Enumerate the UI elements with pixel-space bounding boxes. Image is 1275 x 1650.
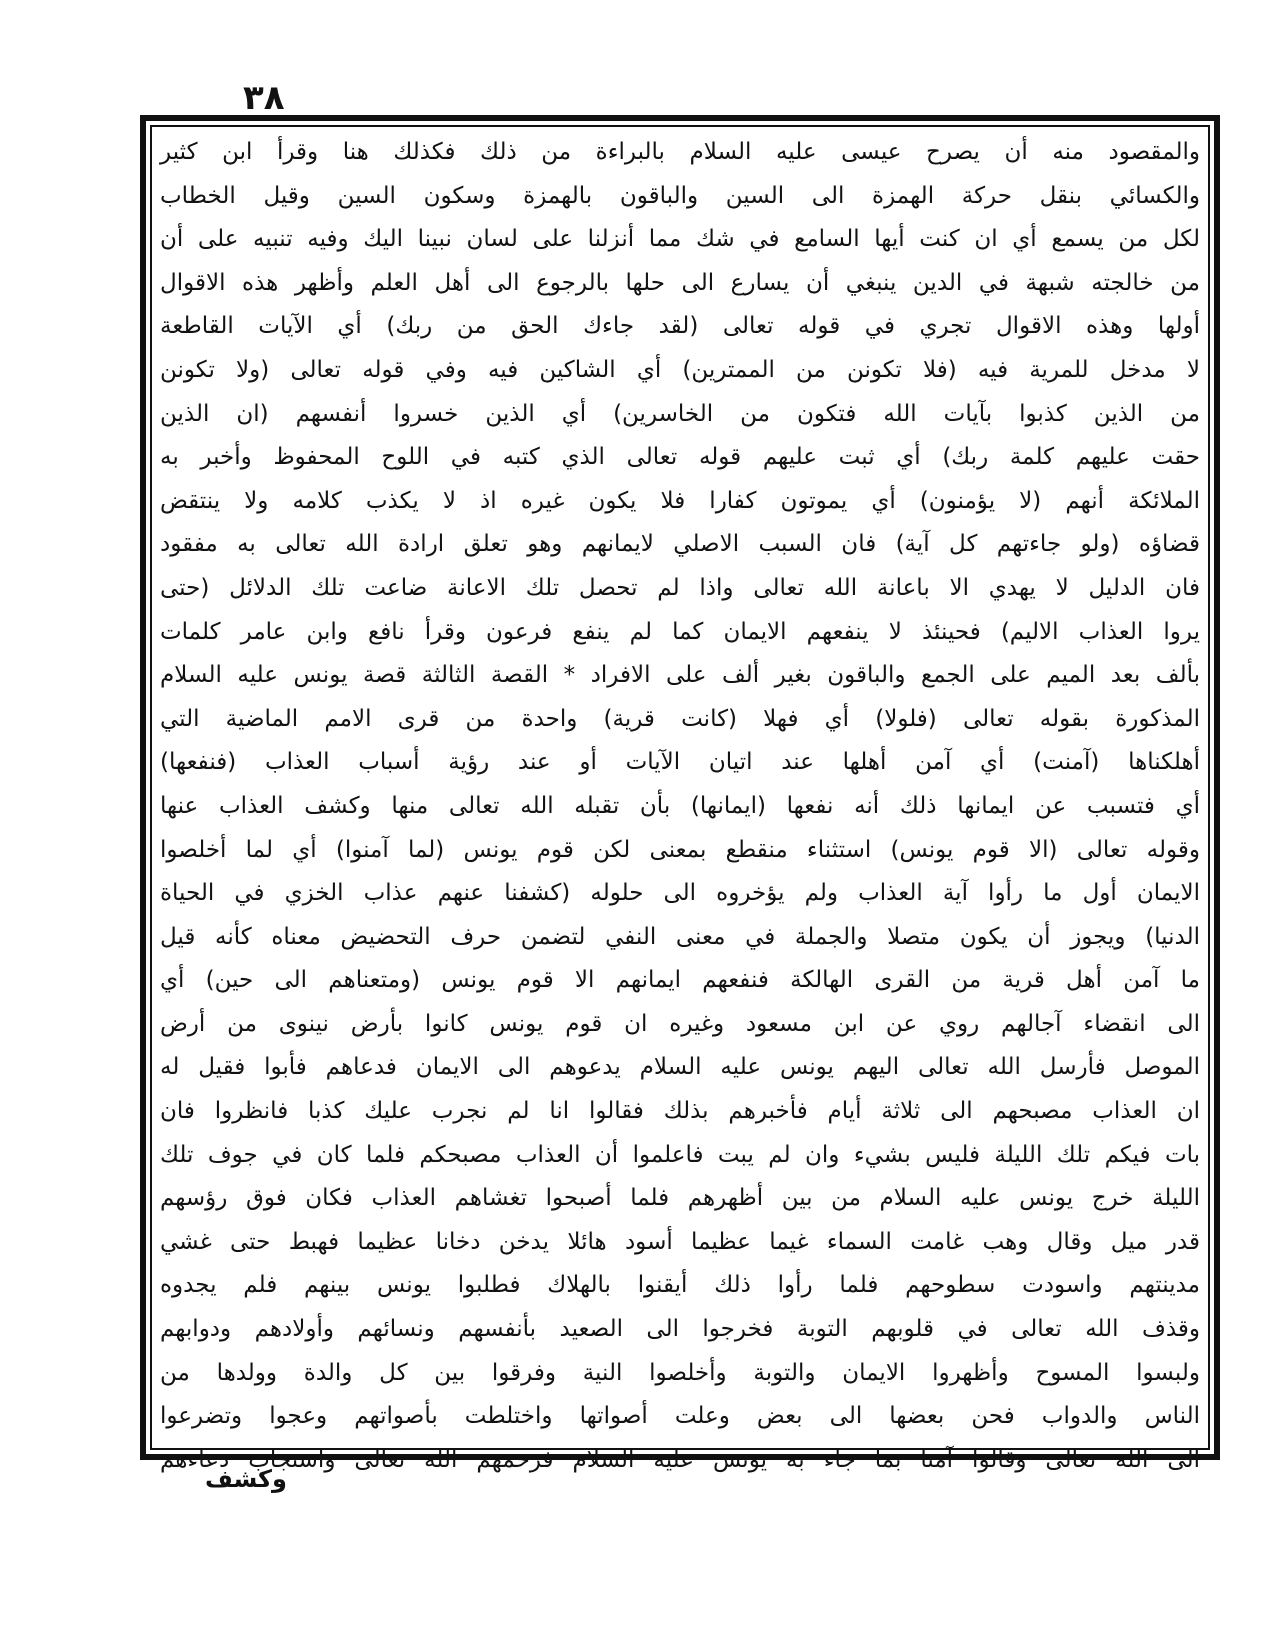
text-body <box>160 131 1200 1473</box>
text-line: المذكورة بقوله تعالى (فلولا) أي فهلا (كانت قرية) واحدة من قرى الامم الماضية التي <box>160 705 1200 732</box>
text-line: بات فيكم تلك الليلة فليس بشيء وان لم يبت فاعلموا أن العذاب مصبحكم فلما كان في جوف تلك <box>160 1141 1200 1168</box>
text-line: وقذف الله تعالى في قلوبهم التوبة فخرجوا الى الصعيد بأنفسهم ونسائهم وأولادهم ودوابهم <box>160 1316 1200 1343</box>
text-line: وقوله تعالى (الا قوم يونس) استثناء منقطع بمعنى لكن قوم يونس (لما آمنوا) أي لما أخلصوا <box>160 836 1200 863</box>
text-line: أولها وهذه الاقوال تجري في قوله تعالى (لقد جاءك الحق من ربك) أي الآيات القاطعة <box>160 313 1200 340</box>
text-line: مدينتهم واسودت سطوحهم فلما رأوا ذلك أيقنوا بالهلاك فطلبوا يونس بينهم فلم يجدوه <box>160 1272 1200 1299</box>
text-line: من خالجته شبهة في الدين ينبغي أن يسارع الى حلها بالرجوع الى أهل العلم وأظهر هذه الاقوال <box>160 269 1200 296</box>
text-line: ولبسوا المسوح وأظهروا الايمان والتوبة وأخلصوا النية وفرقوا بين كل والدة وولدها من <box>160 1359 1200 1386</box>
text-line: فان الدليل لا يهدي الا باعانة الله تعالى واذا لم تحصل تلك الاعانة ضاعت تلك الدلائل (حتى <box>160 574 1200 601</box>
text-line: الدنيا) ويجوز أن يكون متصلا والجملة في معنى النفي لتضمن حرف التحضيض معناه كأنه قيل <box>160 923 1200 950</box>
text-line: من الذين كذبوا بآيات الله فتكون من الخاسرين) أي الذين خسروا أنفسهم (ان الذين <box>160 400 1200 427</box>
catchword: وكشف <box>205 1465 287 1493</box>
text-line: قضاؤه (ولو جاءتهم كل آية) فان السبب الاصلي لايمانهم وهو تعلق ارادة الله تعالى به مفقود <box>160 531 1200 558</box>
text-line: الملائكة أنهم (لا يؤمنون) أي يموتون كفارا فلا يكون غيره اذ لا يكذب كلامه ولا ينتقض <box>160 487 1200 514</box>
text-line: الايمان أول ما رأوا آية العذاب ولم يؤخروه الى حلوله (كشفنا عنهم عذاب الخزي في الحياة <box>160 880 1200 907</box>
text-line: أهلكناها (آمنت) أي آمن أهلها عند اتيان الآيات أو عند رؤية أسباب العذاب (فنفعها) <box>160 749 1200 776</box>
page-number: ٣٨ <box>243 78 285 118</box>
text-line: ان العذاب مصبحهم الى ثلاثة أيام فأخبرهم بذلك فقالوا انا لم نجرب عليك كذبا فانظروا فان <box>160 1098 1200 1125</box>
text-line: أي فتسبب عن ايمانها ذلك أنه نفعها (ايمانها) بأن تقبله الله تعالى منها وكشف العذاب عنها <box>160 792 1200 819</box>
text-line: لا مدخل للمرية فيه (فلا تكونن من الممترين) أي الشاكين فيه وفي قوله تعالى (ولا تكونن <box>160 356 1200 383</box>
text-line: قدر ميل وقال وهب غامت السماء غيما عظيما أسود هائلا يدخن دخانا عظيما فهبط حتى غشي <box>160 1228 1200 1255</box>
text-line: والمقصود منه أن يصرح عيسى عليه السلام بالبراءة من ذلك فكذلك هنا وقرأ ابن كثير <box>160 139 1200 165</box>
text-line: والكسائي بنقل حركة الهمزة الى السين والباقون بالهمزة وسكون السين وقيل الخطاب <box>160 182 1200 209</box>
text-line: الناس والدواب فحن بعضها الى بعض وعلت أصواتها واختلطت بأصواتهم وعجوا وتضرعوا <box>160 1403 1200 1430</box>
text-line: ما آمن أهل قرية من القرى الهالكة فنفعهم ايمانهم الا قوم يونس (ومتعناهم الى حين) أي <box>160 967 1200 994</box>
text-line: بألف بعد الميم على الجمع والباقون بغير ألف على الافراد * القصة الثالثة قصة يونس عليه السلام <box>160 662 1200 689</box>
text-line: لكل من يسمع أي ان كنت أيها السامع في شك مما أنزلنا على لسان نبينا اليك وفيه تنبيه على أن <box>160 226 1200 253</box>
text-line: الى انقضاء آجالهم روي عن ابن مسعود وغيره ان قوم يونس كانوا بأرض نينوى من أرض <box>160 1010 1200 1037</box>
text-line: الليلة خرج يونس عليه السلام من بين أظهرهم فلما أصبحوا تغشاهم العذاب فكان فوق رؤسهم <box>160 1185 1200 1212</box>
text-line: حقت عليهم كلمة ربك) أي ثبت عليهم قوله تعالى الذي كتبه في اللوح المحفوظ وأخبر به <box>160 444 1200 471</box>
text-line: الموصل فأرسل الله تعالى اليهم يونس عليه السلام يدعوهم الى الايمان فدعاهم فأبوا فقيل له <box>160 1054 1200 1081</box>
text-line: يروا العذاب الاليم) فحينئذ لا ينفعهم الايمان كما لم ينفع فرعون وقرأ نافع وابن عامر كلمات <box>160 618 1200 645</box>
text-line: الى الله تعالى وقالوا آمنا بما جاء به يونس عليه السلام فرحمهم الله تعالى واستجاب دعاءهم <box>160 1446 1200 1473</box>
